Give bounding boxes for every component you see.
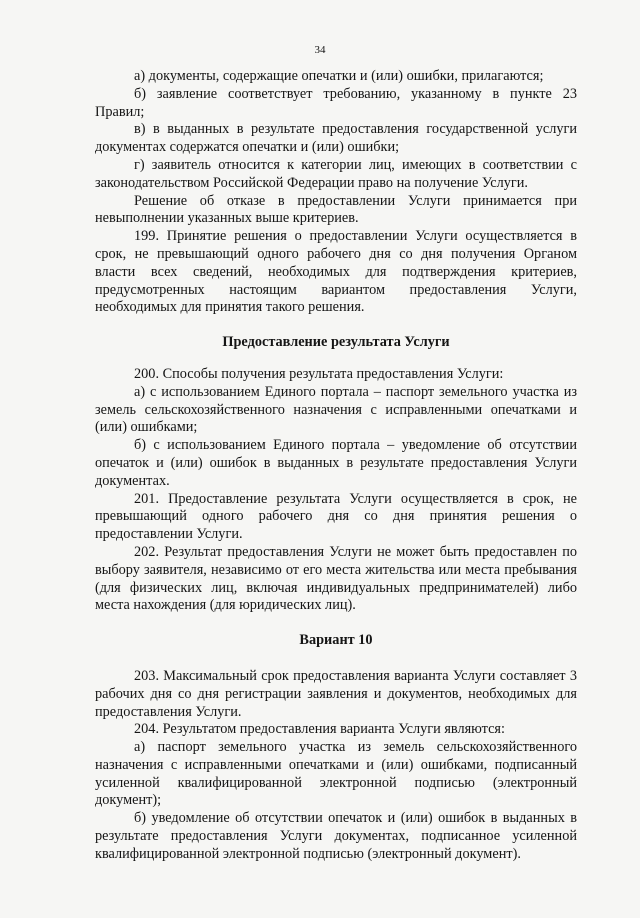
paragraph: 204. Результатом предоставления варианта Услуги являются: — [134, 721, 505, 738]
paragraph: Решение об отказе в предоставлении Услуги принимается при невыполнении указанных выше критериев. — [95, 192, 577, 227]
paragraph: 202. Результат предоставления Услуги не может быть предоставлен по выбору заявителя, независимо от его места жительства или места пребывания (для физических лиц, включая индивидуальных предпринимателей) либо места нахождения (для юридических лиц). — [95, 543, 577, 614]
paragraph: 203. Максимальный срок предоставления варианта Услуги составляет 3 рабочих дня со дня регистрации заявления и документов, необходимых для предоставления Услуги. — [95, 667, 577, 720]
paragraph: а) документы, содержащие опечатки и (или) ошибки, прилагаются; — [134, 68, 544, 84]
section-heading-variant: Вариант 10 — [299, 632, 373, 649]
paragraph: б) заявление соответствует требованию, указанному в пункте 23 — [134, 85, 577, 102]
paragraph: Правил; — [95, 103, 145, 120]
paragraph: 199. Принятие решения о предоставлении Услуги осуществляется в срок, не превышающий одного рабочего дня со дня получения Органом власти всех сведений, необходимых для подтверждения критериев, предусмотренных настоящим вариантом предоставления Услуги, необходимых для принятия такого решения. — [95, 228, 577, 316]
paragraph: г) заявитель относится к категории лиц, имеющих в соответствии с законодательством Российской Федерации право на получение Услуги. — [95, 156, 577, 191]
document-body — [95, 68, 577, 864]
page-number: 34 — [314, 44, 326, 56]
paragraph: в) в выданных в результате предоставления государственной услуги документах содержатся опечатки и (или) ошибки; — [95, 121, 577, 156]
paragraph: б) с использованием Единого портала – уведомление об отсутствии опечаток и (или) ошибок в выданных в результате предоставления Услуги документах. — [95, 437, 577, 489]
paragraph: 201. Предоставление результата Услуги осуществляется в срок, не превышающий одного рабочего дня со дня принятия решения о предоставлении Услуги. — [95, 490, 577, 543]
section-heading-result: Предоставление результата Услуги — [222, 334, 450, 351]
paragraph: б) уведомление об отсутствии опечаток и (или) ошибок в выданных в результате предоставления Услуги документах, подписанное усиленной квалифицированной электронной подписью (электронный документ). — [95, 810, 577, 862]
paragraph: а) с использованием Единого портала – паспорт земельного участка из земель сельскохозяйственного назначения с исправленными опечатками и (или) ошибками; — [95, 383, 577, 436]
paragraph: а) паспорт земельного участка из земель сельскохозяйственного назначения с исправленными опечатками и (или) ошибками, подписанный усиленной квалифицированной электронной подписью (электронный документ); — [95, 739, 577, 809]
paragraph: 200. Способы получения результата предоставления Услуги: — [134, 365, 504, 382]
